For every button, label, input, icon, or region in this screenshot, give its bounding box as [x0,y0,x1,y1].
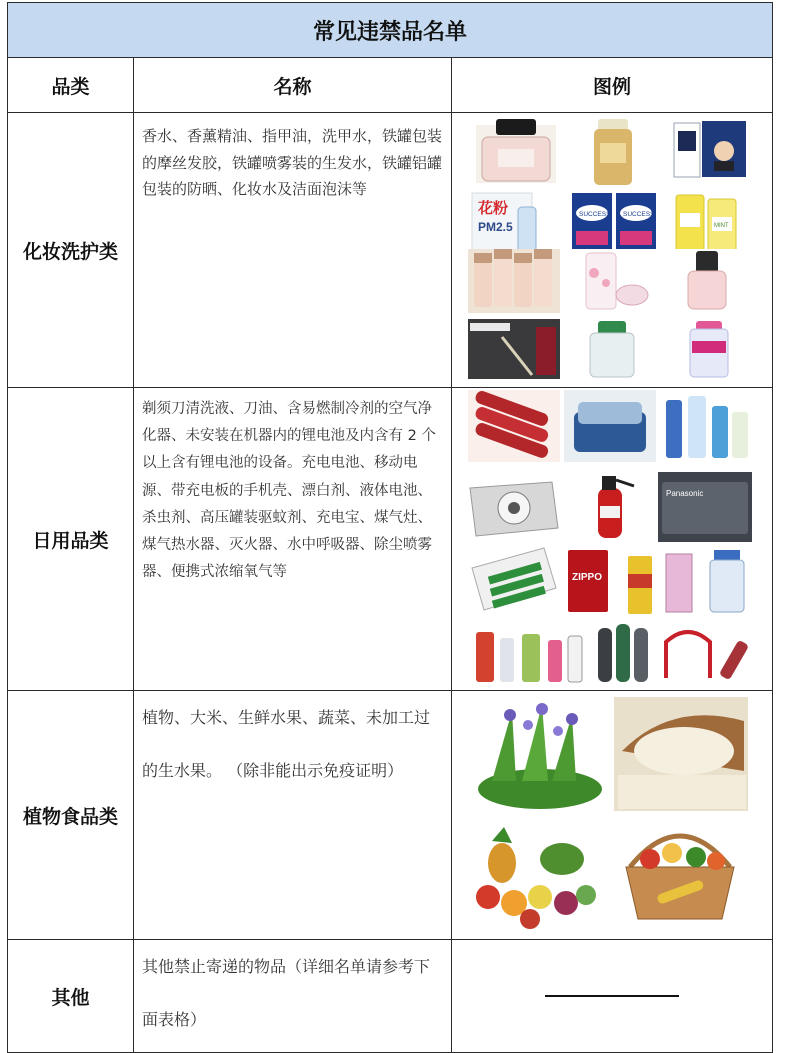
gas-cylinders-image [592,620,652,684]
vegetable-basket-image [610,819,748,931]
cleaner-bottle-image [704,548,752,618]
gas-stove-image [468,472,560,542]
fire-extinguisher-image [564,472,652,542]
empty-dash [545,995,679,997]
rice-image [614,697,748,811]
daily-goods-collage [452,388,773,686]
mint-label: MINT [714,223,729,229]
nail-polish-image [668,249,752,313]
zippo-label: ZIPPO [572,572,603,583]
category-cell: 植物食品类 [8,691,134,940]
fresh-fruit-image [470,819,604,931]
insect-spray-bottles-image [468,624,588,684]
example-images-daily [452,388,773,691]
floral-cream-bottle-image [566,249,658,313]
cosmetics-collage [452,113,773,383]
panasonic-battery-image [658,472,752,542]
table-title: 常见违禁品名单 [8,3,773,58]
category-cell: 日用品类 [8,388,134,691]
panasonic-label: Panasonic [666,489,704,498]
sunscreen-can-image [576,119,654,185]
header-category: 品类 [8,58,134,113]
green-cap-bottle-image [568,319,656,379]
category-cell: 其他 [8,940,134,1053]
table-row [8,940,773,1053]
success-label-1: SUCCESS [579,211,611,218]
perfume-bottle-image [476,119,556,183]
example-images-cosmetics [452,113,773,388]
description-cell: 其他禁止寄递的物品（详细名单请参考下面表格） [134,940,452,1053]
zippo-fluid-image [564,548,618,618]
description-cell: 香水、香薰精油、指甲油，洗甲水，铁罐包装的摩丝发胶，铁罐喷雾装的生发水，铁罐铝罐包装的防晒、化妆水及洁面泡沫等 [134,113,452,388]
success-label-2: SUCCESS [623,211,655,218]
pink-lotion-bottles-image [468,249,560,313]
lithium-batteries-image [468,389,560,462]
hair-spray-box-image [666,121,752,185]
description-cell: 植物、大米、生鲜水果、蔬菜、未加工过的生水果。 （除非能出示免疫证明） [134,691,452,940]
category-cell: 化妆洗护类 [8,113,134,388]
table-row [8,113,773,388]
air-purifier-cartridge-image [564,390,656,462]
pollen-label: 花粉 [478,200,509,217]
description-cell: 剃须刀清洗液、刀油、含易燃制冷剂的空气净化器、未安装在机器内的锂电池及内含有 2 个以上含有锂电池的设备。充电电池、移动电源、带充电板的手机壳、漂白剂、液体电池、杀虫剂、高压罐装驱蚊剂、充电宝、煤气灶、煤气热水器、灭火器、水中呼吸器、除尘喷雾器、便携式浓缩氧气等 [134,388,452,691]
insecticide-box-image [660,548,700,618]
pm25-label: PM2.5 [478,220,513,234]
header-name: 名称 [134,58,452,113]
breathing-apparatus-image [658,624,752,684]
potted-plant-image [470,693,610,811]
prohibited-items-table [7,2,773,1053]
table-row [8,691,773,940]
header-example: 图例 [452,58,773,113]
example-images-food [452,691,773,940]
example-placeholder-cell [452,940,773,1053]
bleach-bottles-image [660,390,752,462]
lighter-fluid-can-image [622,548,658,618]
food-collage [452,691,773,935]
nail-tool-package-image [468,319,560,379]
rechargeable-batteries-image [468,548,560,618]
pink-spray-can-image [670,319,750,379]
table-row [8,388,773,691]
